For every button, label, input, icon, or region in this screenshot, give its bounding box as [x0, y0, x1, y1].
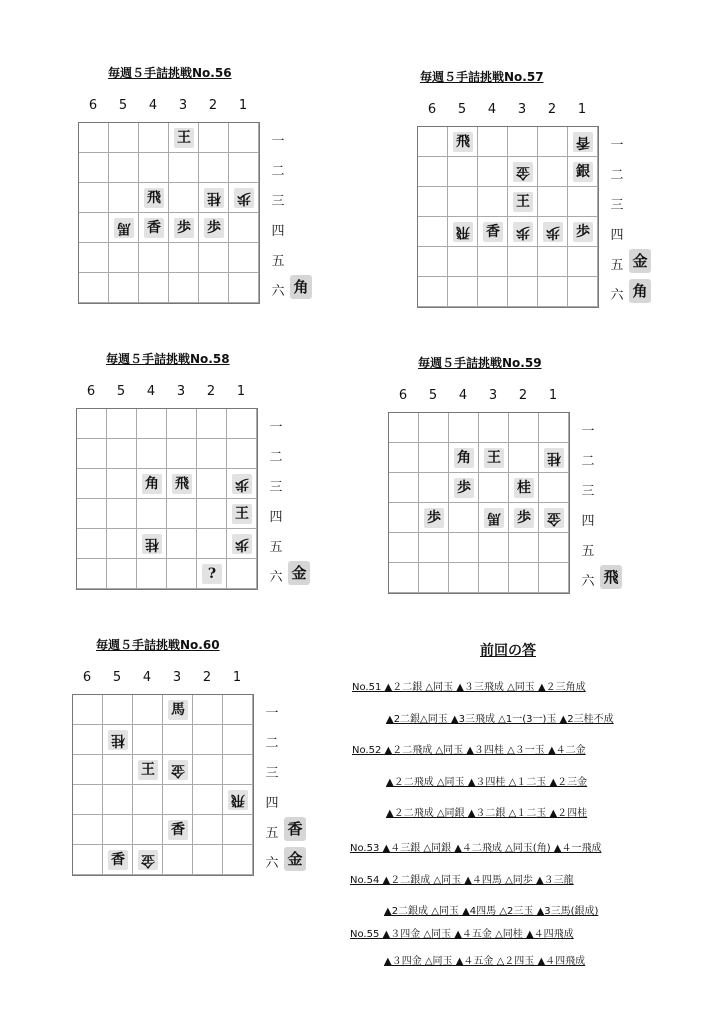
board-square [227, 409, 257, 439]
board-square [73, 845, 103, 875]
row-number: 四 [271, 224, 285, 239]
board-square [449, 503, 479, 533]
board-square [133, 815, 163, 845]
shogi-piece: 王 [138, 760, 158, 780]
piece-in-hand: 香 [284, 817, 306, 841]
column-number: 3 [172, 670, 182, 685]
row-number: 六 [269, 570, 283, 585]
shogi-piece: 馬 [114, 218, 134, 238]
board-square [227, 439, 257, 469]
column-number: 6 [86, 384, 96, 399]
column-number: 4 [146, 384, 156, 399]
board-square [199, 273, 229, 303]
row-number: 五 [610, 258, 624, 273]
column-number: 5 [428, 388, 438, 403]
board-square [77, 499, 107, 529]
shogi-piece: 歩 [513, 222, 533, 242]
board-square [133, 785, 163, 815]
board-square [389, 413, 419, 443]
shogi-board [417, 126, 599, 308]
column-number: 6 [398, 388, 408, 403]
board-square [479, 563, 509, 593]
board-square [509, 563, 539, 593]
shogi-board [72, 694, 254, 876]
board-square [197, 409, 227, 439]
answer-line: ▲2二銀△同玉 ▲3三飛成 △1一(3一)玉 ▲2三桂不成 [386, 714, 614, 725]
board-square [193, 725, 223, 755]
board-square [193, 755, 223, 785]
board-square [478, 247, 508, 277]
column-number: 6 [88, 98, 98, 113]
board-square [419, 413, 449, 443]
answer-line: ▲2二銀成 △同玉 ▲4四馬 △2三玉 ▲3三馬(銀成) [384, 906, 599, 917]
shogi-piece: 歩 [543, 222, 563, 242]
board-square [79, 123, 109, 153]
shogi-piece: 金 [544, 508, 564, 528]
shogi-piece: 飛 [453, 222, 473, 242]
board-square [139, 123, 169, 153]
column-number: 1 [577, 102, 587, 117]
column-number: 4 [142, 670, 152, 685]
board-square [107, 439, 137, 469]
shogi-piece: 金 [138, 850, 158, 870]
column-number: 1 [548, 388, 558, 403]
board-square [199, 243, 229, 273]
answer-line: ▲３四金 △同玉 ▲４五金 △２四玉 ▲４四飛成 [384, 956, 586, 967]
shogi-piece: 香 [108, 850, 128, 870]
puzzle-title: 毎週５手詰挑戦No.56 [108, 66, 232, 80]
piece-in-hand: 金 [288, 561, 310, 585]
board-square [223, 725, 253, 755]
board-square [478, 277, 508, 307]
piece-in-hand: 金 [284, 847, 306, 871]
shogi-board [76, 408, 258, 590]
board-square [103, 755, 133, 785]
board-square [133, 725, 163, 755]
puzzle-title: 毎週５手詰挑戦No.58 [106, 352, 230, 366]
board-square [509, 533, 539, 563]
board-square [109, 183, 139, 213]
board-square [77, 439, 107, 469]
shogi-piece: 香 [483, 222, 503, 242]
answer-line: No.53 ▲４三銀 △同銀 ▲４二飛成 △同玉(角) ▲４一飛成 [350, 843, 602, 854]
board-square [418, 247, 448, 277]
row-number: 二 [269, 450, 283, 465]
board-square [538, 277, 568, 307]
column-number: 6 [427, 102, 437, 117]
board-square [449, 563, 479, 593]
board-square [197, 499, 227, 529]
board-square [77, 409, 107, 439]
column-number: 3 [178, 98, 188, 113]
board-square [449, 533, 479, 563]
column-number: 2 [547, 102, 557, 117]
board-square [448, 277, 478, 307]
board-square [73, 785, 103, 815]
board-square [509, 413, 539, 443]
shogi-piece: 桂 [142, 534, 162, 554]
board-square [538, 187, 568, 217]
board-square [107, 469, 137, 499]
board-square [478, 127, 508, 157]
board-square [169, 243, 199, 273]
board-square [167, 529, 197, 559]
board-square [137, 439, 167, 469]
column-number: 2 [208, 98, 218, 113]
piece-in-hand: 角 [290, 275, 312, 299]
shogi-piece: 歩 [204, 218, 224, 238]
row-number: 一 [265, 706, 279, 721]
board-square [73, 695, 103, 725]
board-square [419, 473, 449, 503]
board-square [568, 247, 598, 277]
board-square [509, 443, 539, 473]
board-square [389, 563, 419, 593]
board-square [229, 273, 259, 303]
shogi-piece: 歩 [573, 222, 593, 242]
board-square [193, 695, 223, 725]
answer-line: No.51 ▲２二銀 △同玉 ▲３三飛成 △同玉 ▲２三角成 [352, 682, 586, 693]
board-square [197, 529, 227, 559]
row-number: 三 [271, 194, 285, 209]
column-number: 4 [148, 98, 158, 113]
board-square [137, 559, 167, 589]
board-square [167, 409, 197, 439]
row-number: 三 [610, 198, 624, 213]
board-square [538, 157, 568, 187]
row-number: 一 [610, 138, 624, 153]
row-number: 二 [265, 736, 279, 751]
row-number: 六 [265, 856, 279, 871]
column-number: 1 [238, 98, 248, 113]
board-square [163, 725, 193, 755]
board-square [479, 533, 509, 563]
board-square [419, 563, 449, 593]
board-square [139, 273, 169, 303]
board-square [223, 815, 253, 845]
board-square [568, 277, 598, 307]
shogi-piece: 王 [232, 504, 252, 524]
shogi-piece: 馬 [168, 700, 188, 720]
shogi-piece: 王 [174, 128, 194, 148]
column-number: 3 [517, 102, 527, 117]
shogi-piece: 桂 [204, 188, 224, 208]
board-square [163, 785, 193, 815]
board-square [418, 127, 448, 157]
board-square [109, 123, 139, 153]
board-square [167, 559, 197, 589]
row-number: 三 [265, 766, 279, 781]
row-number: 六 [271, 284, 285, 299]
board-square [73, 815, 103, 845]
board-square [169, 273, 199, 303]
shogi-piece: 歩 [514, 508, 534, 528]
board-square [229, 123, 259, 153]
board-square [418, 187, 448, 217]
shogi-piece: 桂 [108, 730, 128, 750]
column-number: 6 [82, 670, 92, 685]
board-square [539, 473, 569, 503]
board-square [103, 695, 133, 725]
board-square [137, 499, 167, 529]
board-square [418, 277, 448, 307]
shogi-piece: 歩 [232, 534, 252, 554]
board-square [107, 529, 137, 559]
board-square [137, 409, 167, 439]
board-square [449, 413, 479, 443]
row-number: 六 [581, 574, 595, 589]
shogi-piece: 歩 [454, 478, 474, 498]
row-number: 四 [610, 228, 624, 243]
board-square [199, 123, 229, 153]
board-square [229, 153, 259, 183]
board-square [539, 533, 569, 563]
row-number: 五 [269, 540, 283, 555]
column-number: 5 [457, 102, 467, 117]
shogi-piece: 銀 [573, 162, 593, 182]
board-square [109, 273, 139, 303]
board-square [389, 473, 419, 503]
row-number: 一 [271, 134, 285, 149]
column-number: 2 [202, 670, 212, 685]
board-square [419, 443, 449, 473]
board-square [223, 695, 253, 725]
board-square [107, 409, 137, 439]
board-square [389, 533, 419, 563]
shogi-piece: 金 [513, 162, 533, 182]
puzzle-title: 毎週５手詰挑戦No.57 [420, 70, 544, 84]
board-square [103, 785, 133, 815]
shogi-piece: 金 [168, 760, 188, 780]
board-square [199, 153, 229, 183]
board-square [448, 247, 478, 277]
row-number: 二 [610, 168, 624, 183]
board-square [418, 217, 448, 247]
row-number: 三 [269, 480, 283, 495]
row-number: 二 [581, 454, 595, 469]
board-square [539, 413, 569, 443]
board-square [77, 559, 107, 589]
board-square [478, 157, 508, 187]
answer-line: No.52 ▲２二飛成 △同玉 ▲３四桂 △３一玉 ▲４二金 [352, 745, 586, 756]
board-square [448, 157, 478, 187]
board-square [193, 845, 223, 875]
board-square [508, 247, 538, 277]
column-number: 3 [488, 388, 498, 403]
board-square [418, 157, 448, 187]
board-square [109, 243, 139, 273]
board-square [538, 247, 568, 277]
row-number: 四 [581, 514, 595, 529]
board-square [77, 469, 107, 499]
shogi-piece: 王 [484, 448, 504, 468]
board-square [197, 439, 227, 469]
column-number: 4 [487, 102, 497, 117]
board-square [479, 473, 509, 503]
shogi-piece: 飛 [172, 474, 192, 494]
board-square [79, 213, 109, 243]
board-square [79, 153, 109, 183]
board-square [103, 815, 133, 845]
board-square [169, 153, 199, 183]
shogi-piece: 飛 [228, 790, 248, 810]
board-square [223, 755, 253, 785]
shogi-piece: 桂 [544, 448, 564, 468]
shogi-piece: 角 [142, 474, 162, 494]
row-number: 五 [265, 826, 279, 841]
column-number: 5 [116, 384, 126, 399]
column-number: 2 [206, 384, 216, 399]
board-square [167, 439, 197, 469]
shogi-board [78, 122, 260, 304]
piece-in-hand: 角 [629, 279, 651, 303]
shogi-piece: 歩 [234, 188, 254, 208]
board-square [448, 187, 478, 217]
board-square [539, 563, 569, 593]
shogi-piece: ? [202, 564, 222, 584]
board-square [139, 153, 169, 183]
board-square [479, 413, 509, 443]
board-square [107, 499, 137, 529]
shogi-piece: 飛 [453, 132, 473, 152]
board-square [167, 499, 197, 529]
shogi-piece: 飛 [144, 188, 164, 208]
board-square [79, 243, 109, 273]
board-square [389, 443, 419, 473]
row-number: 五 [581, 544, 595, 559]
board-square [538, 127, 568, 157]
board-square [73, 725, 103, 755]
board-square [389, 503, 419, 533]
column-number: 2 [518, 388, 528, 403]
board-square [508, 127, 538, 157]
board-square [197, 469, 227, 499]
row-number: 二 [271, 164, 285, 179]
shogi-piece: 歩 [232, 474, 252, 494]
board-square [193, 785, 223, 815]
board-square [508, 277, 538, 307]
piece-in-hand: 金 [629, 249, 651, 273]
answer-line: No.55 ▲３四金 △同玉 ▲４五金 △同桂 ▲４四飛成 [350, 929, 574, 940]
board-square [568, 187, 598, 217]
board-square [223, 845, 253, 875]
row-number: 四 [265, 796, 279, 811]
shogi-piece: 角 [454, 448, 474, 468]
shogi-piece: 歩 [174, 218, 194, 238]
answer-line: ▲２二飛成 △同玉 ▲３四桂 △１二玉 ▲２三金 [386, 777, 588, 788]
board-square [79, 273, 109, 303]
column-number: 1 [236, 384, 246, 399]
row-number: 一 [581, 424, 595, 439]
board-square [77, 529, 107, 559]
answers-title: 前回の答 [480, 643, 536, 659]
column-number: 5 [112, 670, 122, 685]
column-number: 3 [176, 384, 186, 399]
board-square [139, 243, 169, 273]
shogi-piece: 桂 [514, 478, 534, 498]
column-number: 5 [118, 98, 128, 113]
board-square [169, 183, 199, 213]
shogi-piece: 馬 [484, 508, 504, 528]
board-square [109, 153, 139, 183]
board-square [478, 187, 508, 217]
board-square [107, 559, 137, 589]
row-number: 一 [269, 420, 283, 435]
board-square [227, 559, 257, 589]
row-number: 四 [269, 510, 283, 525]
board-square [73, 755, 103, 785]
answer-line: No.54 ▲２二銀成 △同玉 ▲４四馬 △同歩 ▲３三龍 [350, 875, 574, 886]
board-square [419, 533, 449, 563]
board-square [193, 815, 223, 845]
board-square [79, 183, 109, 213]
shogi-piece: 歩 [424, 508, 444, 528]
row-number: 五 [271, 254, 285, 269]
answer-line: ▲２二飛成 △同銀 ▲３二銀 △１二玉 ▲２四桂 [386, 808, 588, 819]
board-square [229, 243, 259, 273]
shogi-piece: 香 [168, 820, 188, 840]
shogi-board [388, 412, 570, 594]
shogi-piece: 香 [144, 218, 164, 238]
board-square [229, 213, 259, 243]
puzzle-title: 毎週５手詰挑戦No.59 [418, 356, 542, 370]
row-number: 三 [581, 484, 595, 499]
shogi-piece: 香 [573, 132, 593, 152]
column-number: 4 [458, 388, 468, 403]
row-number: 六 [610, 288, 624, 303]
board-square [133, 695, 163, 725]
column-number: 1 [232, 670, 242, 685]
piece-in-hand: 飛 [600, 565, 622, 589]
shogi-piece: 王 [513, 192, 533, 212]
puzzle-title: 毎週５手詰挑戦No.60 [96, 638, 220, 652]
board-square [163, 845, 193, 875]
